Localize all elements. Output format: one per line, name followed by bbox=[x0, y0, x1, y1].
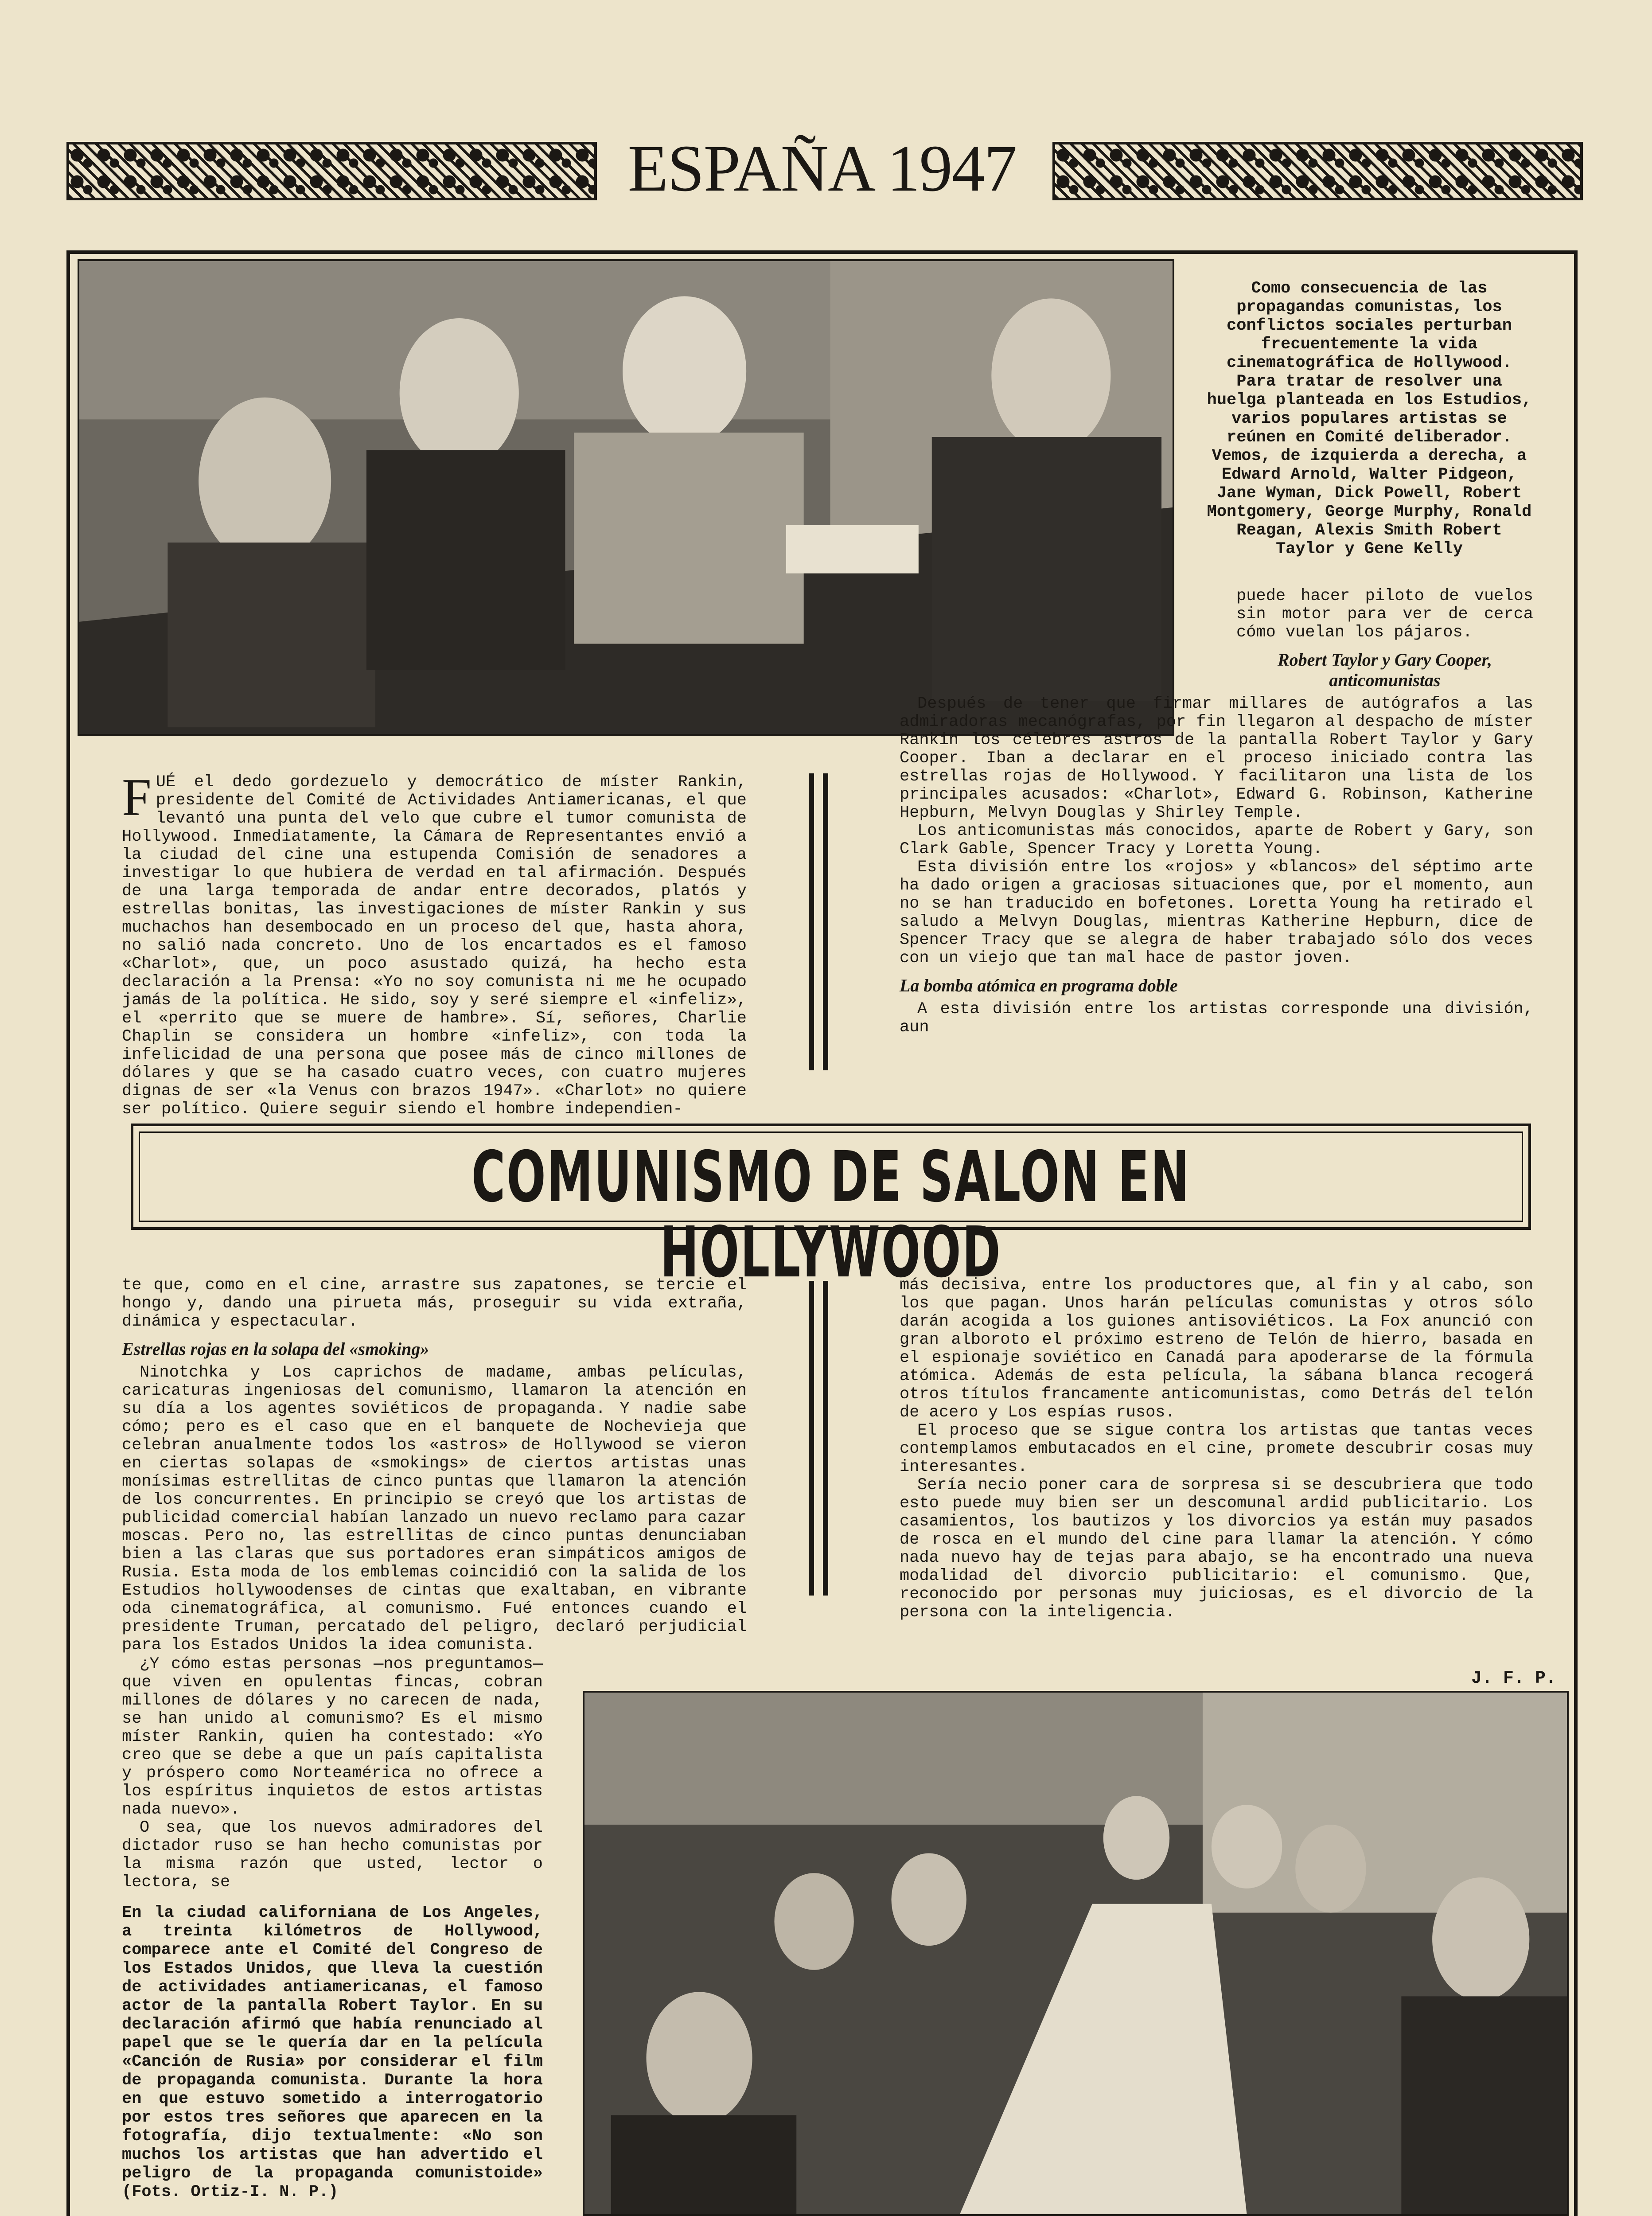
headline-box bbox=[131, 1124, 1531, 1293]
right-column-top bbox=[900, 587, 1533, 1037]
right-para-2: Los anticomunistas más conocidos, aparte de Robert y Gary, son Clark Gable, Spencer Tracy y Loretta Young. bbox=[900, 822, 1533, 858]
right-intro-text: puede hacer piloto de vuelos sin motor para ver de cerca cómo vuelan los pájaros. bbox=[1236, 587, 1533, 642]
headline: COMUNISMO DE SALON EN HOLLYWOOD bbox=[471, 1136, 1191, 1293]
hearing-photo bbox=[583, 1691, 1569, 2216]
left-column-bottom bbox=[122, 1276, 747, 1654]
left-bottom-para-3: ¿Y cómo estas personas —nos preguntamos— que viven en opulentas fincas, cobran millones de dólares y no carecen de nada, se han unido al comunismo? Es el mismo míster Rankin, quien ha contestado: «Yo creo que se debe a que un país capitalista y próspero como Norteamérica no ofrece a los espíritus inquietos de estos artistas nada nuevo». bbox=[122, 1655, 543, 1819]
right-column-bottom bbox=[900, 1276, 1533, 1622]
left-bottom-para-4: O sea, que los nuevos admiradores del dictador ruso se han hecho comunistas por la misma razón que usted, lector o lectora, se bbox=[122, 1818, 543, 1892]
column-separator-top bbox=[809, 773, 828, 1070]
header-ornament-left bbox=[66, 142, 597, 200]
column-separator-bottom bbox=[809, 1281, 828, 1596]
subhead-anticomunistas: Robert Taylor y Gary Cooper, anticomunistas bbox=[1277, 650, 1492, 690]
hearing-photo-image bbox=[584, 1693, 1567, 2214]
right-para-1: Después de tener que firmar millares de autógrafos a las admiradoras mecanógrafas, por fin llegaron al despacho de míster Rankin los célebres astros de la pantalla Robert Taylor y Gary Cooper. Iban a declarar en el proceso iniciado contra las estrellas rojas de Hollywood. Y facilitaron una lista de los principales acusados: «Charlot», Edward G. Robinson, Katherine Hepburn, Melvyn Douglas y Shirley Temple. bbox=[900, 694, 1533, 822]
left-bottom-para-1: te que, como en el cine, arrastre sus zapatones, se tercie el hongo y, dando una pirueta más, proseguir su vida extraña, dinámica y espectacular. bbox=[122, 1276, 747, 1331]
left-para-1: UÉ el dedo gordezuelo y democrático de míster Rankin, presidente del Comité de Actividades Antiamericanas, el que levantó una punta del velo que cubre el tumor comunista de Hollywood. Inmediatamente, la Cámara de Representantes envió a la ciudad del cine una estupenda Comisión de senadores a investigar lo que hubiera de verdad en tal afirmación. Después de una larga temporada de andar entre decorados, platós y estrellas bonitas, las investigaciones de míster Rankin y sus muchachos han desembocado en un proceso del que, hasta ahora, no salió nada concreto. Uno de los encartados es el famoso «Charlot», que, un poco asustado quizá, ha hecho esta declaración a la Prensa: «Yo no soy comunista ni me he ocupado jamás de la política. He sido, soy y seré siempre el «infeliz», el «perrito que se muere de hambre». Sí, señores, Charlie Chaplin se considera un hombre «infeliz», con toda la infelicidad de una persona que posee más de cinco millones de dólares y que se ha casado cuatro veces, con cuatro mujeres dignas de ser «la Venus con brazos 1947». «Charlot» no quiere ser político. Quiere seguir siendo el hombre independien- bbox=[122, 773, 747, 1119]
right-bottom-para-2: El proceso que se sigue contra los artistas que tantas veces contemplamos embutacados en el cine, promete descubrir cosas muy interesantes. bbox=[900, 1421, 1533, 1476]
page-title: ESPAÑA 1947 bbox=[627, 132, 1017, 205]
bottom-photo-caption: En la ciudad californiana de Los Angeles, a treinta kilómetros de Hollywood, comparece ante el Comité del Congreso de los Estados Unidos, que lleva la cuestión de actividades antiamericanas, el famoso actor de la pantalla Robert Taylor. En su declaración afirmó que había renunciado al papel que se le quería dar en la película «Canción de Rusia» por considerar el film de propaganda comunista. Durante la hora en que estuvo sometido a interrogatorio por estos tres señores que aparecen en la fotografía, dijo textualmente: «No son muchos los artistas que han advertido el peligro de la propaganda comunistoide» (Fots. Ortiz-I. N. P.) bbox=[122, 1904, 543, 2201]
top-photo-caption: Como consecuencia de las propagandas comunistas, los conflictos sociales perturban frecuentemente la vida cinematográfica de Hollywood. Para tratar de resolver una huelga planteada en los Estudios, varios populares artistas se reúnen en Comité deliberador. Vemos, de izquierda a derecha, a Edward Arnold, Walter Pidgeon, Jane Wyman, Dick Powell, Robert Montgomery, George Murphy, Ronald Reagan, Alexis Smith Robert Taylor y Gene Kelly bbox=[1207, 279, 1532, 558]
subhead-estrellas-rojas: Estrellas rojas en la solapa del «smoking» bbox=[122, 1339, 429, 1359]
right-bottom-para-1: más decisiva, entre los productores que, al fin y al cabo, son los que pagan. Unos harán películas comunistas y otros sólo darán acogida a los guiones antisoviéticos. La Fox anunció con gran alboroto el próximo estreno de Telón de hierro, basada en el espionaje soviético en Canadá para apoderarse de la fórmula atómica. Además de esta película, la sábana blanca recogerá otros títulos francamente anticomunistas, como Detrás del telón de acero y Los espías rusos. bbox=[900, 1276, 1533, 1422]
left-column-top bbox=[122, 768, 747, 1119]
right-para-3: Esta división entre los «rojos» y «blancos» del séptimo arte ha dado origen a graciosas situaciones que, por el momento, aun no se han traducido en bofetones. Loretta Young ha retirado el saludo a Melvyn Douglas, mientras Katherine Hepburn, dice de Spencer Tracy que se alegra de haber trabajado sólo dos veces con un viejo que tan mal hace de pastor joven. bbox=[900, 858, 1533, 968]
right-bottom-para-3: Sería necio poner cara de sorpresa si se descubriera que todo esto puede muy bien ser un descomunal ardid publicitario. Los casamientos, los bautizos y los divorcios ya están muy pasados de rosca en el mundo del cine para llamar la atención. Y cómo nada nuevo hay de tejas para abajo, se ha encontrado una nueva modalidad del divorcio publicitario: el comunismo. Que, reconocido por personas muy juiciosas, es el divorcio de la persona con la inteligencia. bbox=[900, 1476, 1533, 1622]
right-para-4: A esta división entre los artistas corresponde una división, aun bbox=[900, 1000, 1533, 1037]
left-bottom-para-2: Ninotchka y Los caprichos de madame, ambas películas, caricaturas ingeniosas del comunismo, llamaron la atención en su día a los agentes soviéticos de propaganda. Y nadie sabe cómo; pero es el caso que en el banquete de Nochevieja que celebran anualmente todos los «astros» de Hollywood se vieron en ciertas solapas de «smokings» de ciertos artistas unas monísimas estrellitas de cinco puntas que llamaron la atención de los concurrentes. En principio se creyó que los artistas de publicidad comercial habían lanzado un nuevo reclamo para cazar moscas. Pero no, las estrellitas de cinco puntas denunciaban bien a las claras que sus portadores eran simpáticos amigos de Rusia. Esta moda de los emblemas coincidió con la salida de los Estudios hollywoodenses de cintas que exaltaban, en vibrante oda cinematográfica, al comunismo. Fué entonces cuando el presidente Truman, percatado del peligro, declaró perjudicial para los Estados Unidos la idea comunista. bbox=[122, 1363, 747, 1654]
subhead-bomba-atomica: La bomba atómica en programa doble bbox=[900, 975, 1178, 995]
left-column-narrow bbox=[122, 1655, 543, 1892]
dropcap: F bbox=[122, 768, 152, 827]
author-signature: J. F. P. bbox=[1471, 1669, 1557, 1689]
header-ornament-right bbox=[1052, 142, 1583, 200]
